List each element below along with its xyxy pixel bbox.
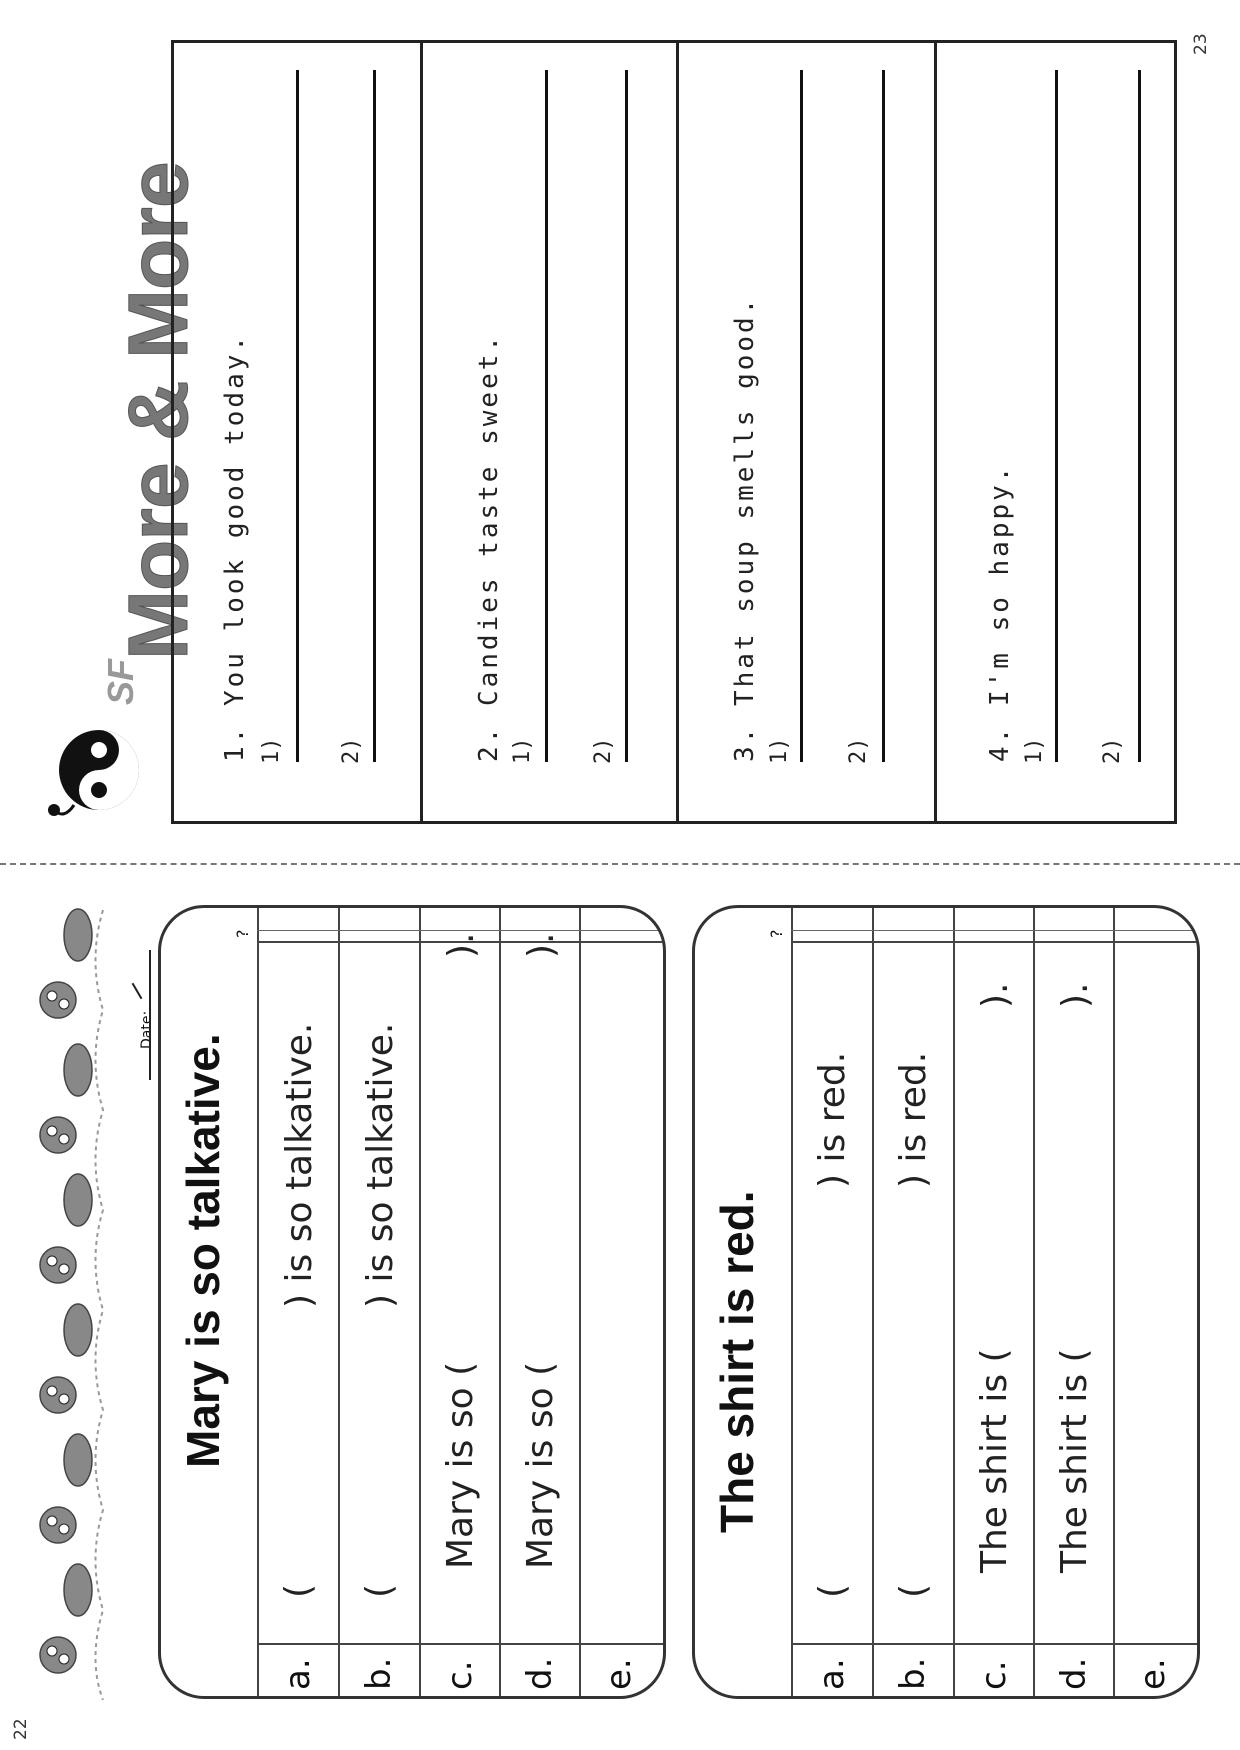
row-a-open: ( <box>278 1583 319 1598</box>
row-letter-b: b. <box>359 1657 399 1690</box>
worksheet-box-1 <box>158 905 666 1699</box>
answer-3-label-1: 1) <box>767 737 792 764</box>
row-b-open: ( <box>359 1583 400 1598</box>
row-letter-d: d. <box>1054 1657 1094 1690</box>
divider <box>499 908 501 1696</box>
divider <box>338 908 340 1696</box>
answer-line-4-1[interactable] <box>1055 70 1058 762</box>
answer-4-label-1: 1) <box>1022 737 1047 764</box>
exercise-sentence-2: 2. Candies taste sweet. <box>474 332 504 762</box>
row-letter-b: b. <box>893 1657 933 1690</box>
date-label: Date: <box>139 1010 155 1049</box>
alien-border-decoration <box>28 900 118 1700</box>
divider <box>934 43 937 821</box>
divider <box>257 908 259 1696</box>
exercise-sentence-3: 3. That soup smells good. <box>730 295 760 762</box>
row-a-close: ) is so talkative. <box>279 1022 320 1308</box>
exercise-box <box>171 40 1177 824</box>
row-a-open: ( <box>812 1583 853 1598</box>
row-letter-a: a. <box>278 1658 318 1690</box>
divider <box>257 1643 663 1645</box>
row-d-close: ). <box>521 932 562 958</box>
divider <box>1033 908 1035 1696</box>
row-d-open: Mary is so ( <box>520 1361 561 1569</box>
box-title: The shirt is red. <box>711 1190 763 1533</box>
answer-line-1-2[interactable] <box>373 70 376 762</box>
divider <box>1113 908 1115 1696</box>
row-d-open: The shirt is ( <box>1054 1348 1095 1573</box>
answer-line-2-2[interactable] <box>625 70 628 762</box>
answer-4-label-2: 2) <box>1100 737 1125 764</box>
divider <box>791 941 1197 943</box>
page-number-right: 23 <box>1191 33 1211 55</box>
answer-3-label-2: 2) <box>846 737 871 764</box>
row-d-close: ). <box>1055 982 1096 1008</box>
row-c-open: The shirt is ( <box>974 1348 1015 1573</box>
row-b-close: ) is so talkative. <box>360 1022 401 1308</box>
question-mark: ? <box>233 929 252 938</box>
row-c-close: ). <box>975 982 1016 1008</box>
row-b-close: ) is red. <box>893 1051 934 1188</box>
divider <box>791 930 1197 931</box>
divider <box>676 43 679 821</box>
row-letter-e: e. <box>599 1658 639 1690</box>
row-letter-c: c. <box>440 1660 480 1690</box>
answer-2-label-2: 2) <box>591 737 616 764</box>
answer-1-label-2: 2) <box>339 737 364 764</box>
page-number-left: 22 <box>11 1718 31 1740</box>
divider <box>791 1643 1197 1645</box>
answer-line-1-1[interactable] <box>296 70 299 762</box>
answer-line-4-2[interactable] <box>1138 70 1141 762</box>
row-c-close: ). <box>441 932 482 958</box>
row-letter-c: c. <box>974 1660 1014 1690</box>
logo-text: SF <box>100 658 141 705</box>
worksheet-box-2 <box>692 905 1200 1699</box>
row-b-open: ( <box>893 1583 934 1598</box>
divider <box>420 43 423 821</box>
page-divider <box>0 863 1240 865</box>
row-letter-e: e. <box>1133 1658 1173 1690</box>
divider <box>419 908 421 1696</box>
answer-2-label-1: 1) <box>510 737 535 764</box>
question-mark: ? <box>767 929 786 938</box>
row-c-open: Mary is so ( <box>440 1361 481 1569</box>
divider <box>791 908 793 1696</box>
exercise-sentence-4: 4. I'm so happy. <box>985 463 1015 762</box>
divider <box>579 908 581 1696</box>
row-letter-a: a. <box>812 1658 852 1690</box>
row-a-close: ) is red. <box>812 1051 853 1188</box>
box-title: Mary is so talkative. <box>177 1033 229 1468</box>
answer-line-3-2[interactable] <box>882 70 885 762</box>
row-letter-d: d. <box>520 1657 560 1690</box>
answer-1-label-1: 1) <box>259 737 284 764</box>
exercise-sentence-1: 1. You look good today. <box>220 332 250 762</box>
date-line <box>149 950 151 1080</box>
divider <box>953 908 955 1696</box>
answer-line-3-1[interactable] <box>800 70 803 762</box>
page-heading: More & More <box>111 162 205 660</box>
divider <box>872 908 874 1696</box>
answer-line-2-1[interactable] <box>545 70 548 762</box>
sf-logo-icon <box>34 700 144 830</box>
